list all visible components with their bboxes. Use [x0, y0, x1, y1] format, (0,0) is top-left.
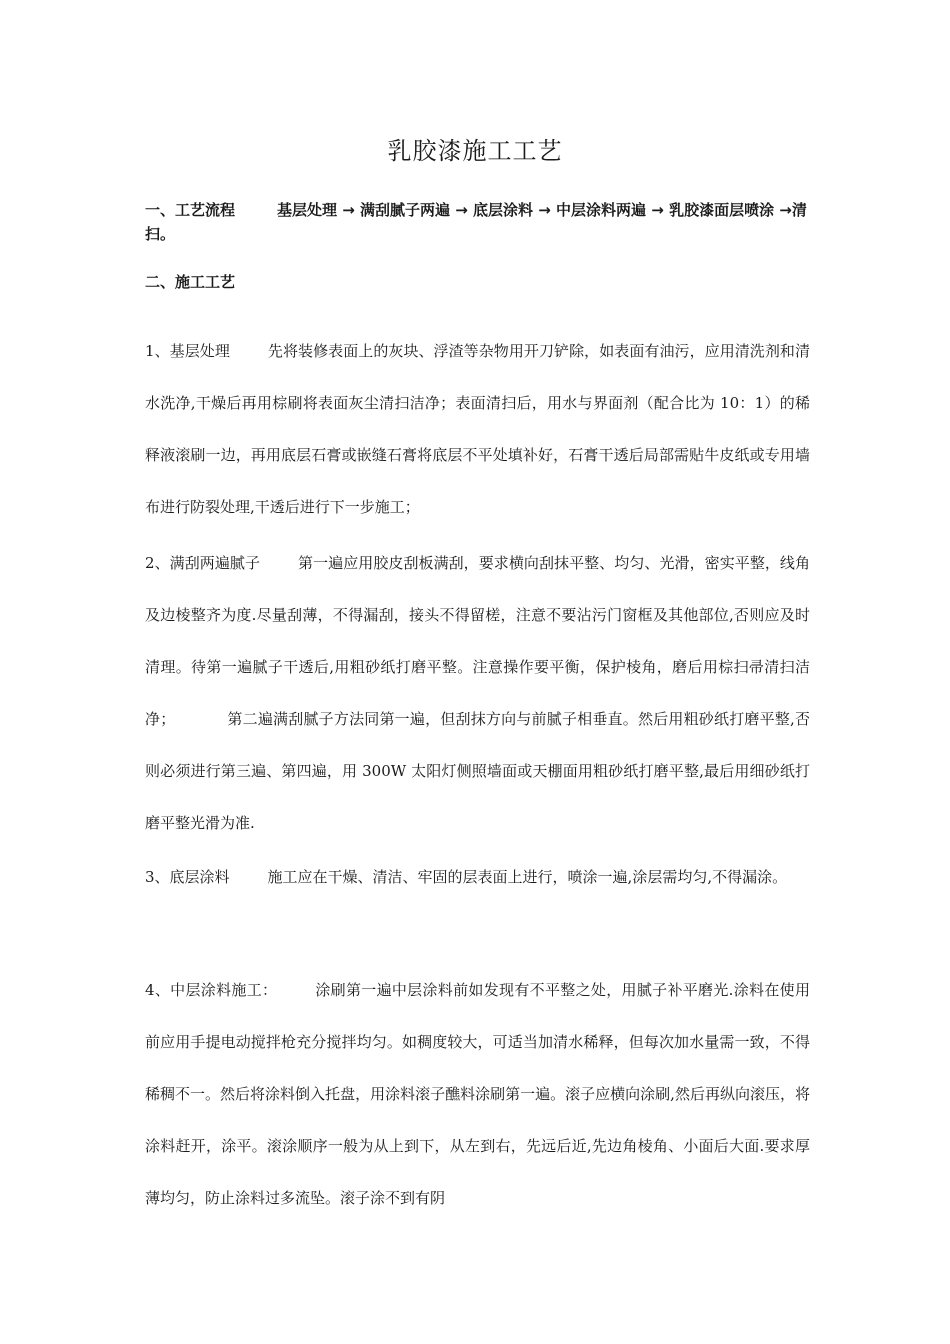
process-flow-paragraph — [145, 198, 810, 246]
step-label: 1、基层处理 — [145, 342, 230, 360]
step-paragraph — [145, 964, 810, 1224]
step-text: 第一遍应用胶皮刮板满刮，要求横向刮抹平整、均匀、光滑，密实平整，线角及边棱整齐为度.尽量刮薄，不得漏刮，接头不得留槎，注意不要沾污门窗框及其他部位,否则应及时清理。待第一遍腻子干透后,用粗砂纸打磨平整。注意操作要平衡，保护棱角，磨后用棕扫帚清扫洁净； — [145, 554, 810, 728]
document-title: 乳胶漆施工工艺 — [387, 137, 563, 165]
step-label: 2、满刮两遍腻子 — [145, 554, 261, 572]
step-text: 施工应在干燥、清洁、牢固的层表面上进行，喷涂一遍,涂层需均匀,不得漏涂。 — [267, 868, 788, 886]
step-text: 涂刷第一遍中层涂料前如发现有不平整之处，用腻子补平磨光.涂料在使用前应用手提电动搅拌枪充分搅拌均匀。如稠度较大，可适当加清水稀释，但每次加水量需一致，不得稀稠不一。然后将涂料倒入托盘，用涂料滚子醮料涂刷第一遍。滚子应横向涂刷,然后再纵向滚压，将涂料赶开，涂平。滚涂顺序一般为从上到下，从左到右，先远后近,先边角棱角、小面后大面.要求厚薄均匀，防止涂料过多流坠。滚子涂不到有阴 — [145, 981, 810, 1207]
section-heading: 一、工艺流程 — [145, 201, 236, 219]
step-text-continued: 第二遍满刮腻子方法同第一遍，但刮抹方向与前腻子相垂直。然后用粗砂纸打磨平整,否则必须进行第三遍、第四遍，用 300W 太阳灯侧照墙面或天棚面用粗砂纸打磨平整,最后用细砂纸打磨平整光滑为准. — [145, 710, 810, 832]
step-paragraph — [145, 325, 810, 533]
step-paragraph — [145, 537, 810, 849]
process-flow-text: 基层处理 → 满刮腻子两遍 → 底层涂料 → 中层涂料两遍 → 乳胶漆面层喷涂 →清扫。 — [145, 201, 807, 243]
section-heading: 二、施工工艺 — [145, 273, 236, 291]
step-paragraph — [145, 851, 810, 903]
step-label: 4、中层涂料施工： — [145, 981, 278, 999]
step-text: 先将装修表面上的灰块、浮渣等杂物用开刀铲除，如表面有油污，应用清洗剂和清水洗净,干燥后再用棕刷将表面灰尘清扫洁净；表面清扫后，用水与界面剂（配合比为 10：1）的稀释液滚刷一边，再用底层石膏或嵌缝石膏将底层不平处填补好，石膏干透后局部需贴牛皮纸或专用墙布进行防裂处理,干透后进行下一步施工； — [145, 342, 810, 516]
step-label: 3、底层涂料 — [145, 868, 230, 886]
